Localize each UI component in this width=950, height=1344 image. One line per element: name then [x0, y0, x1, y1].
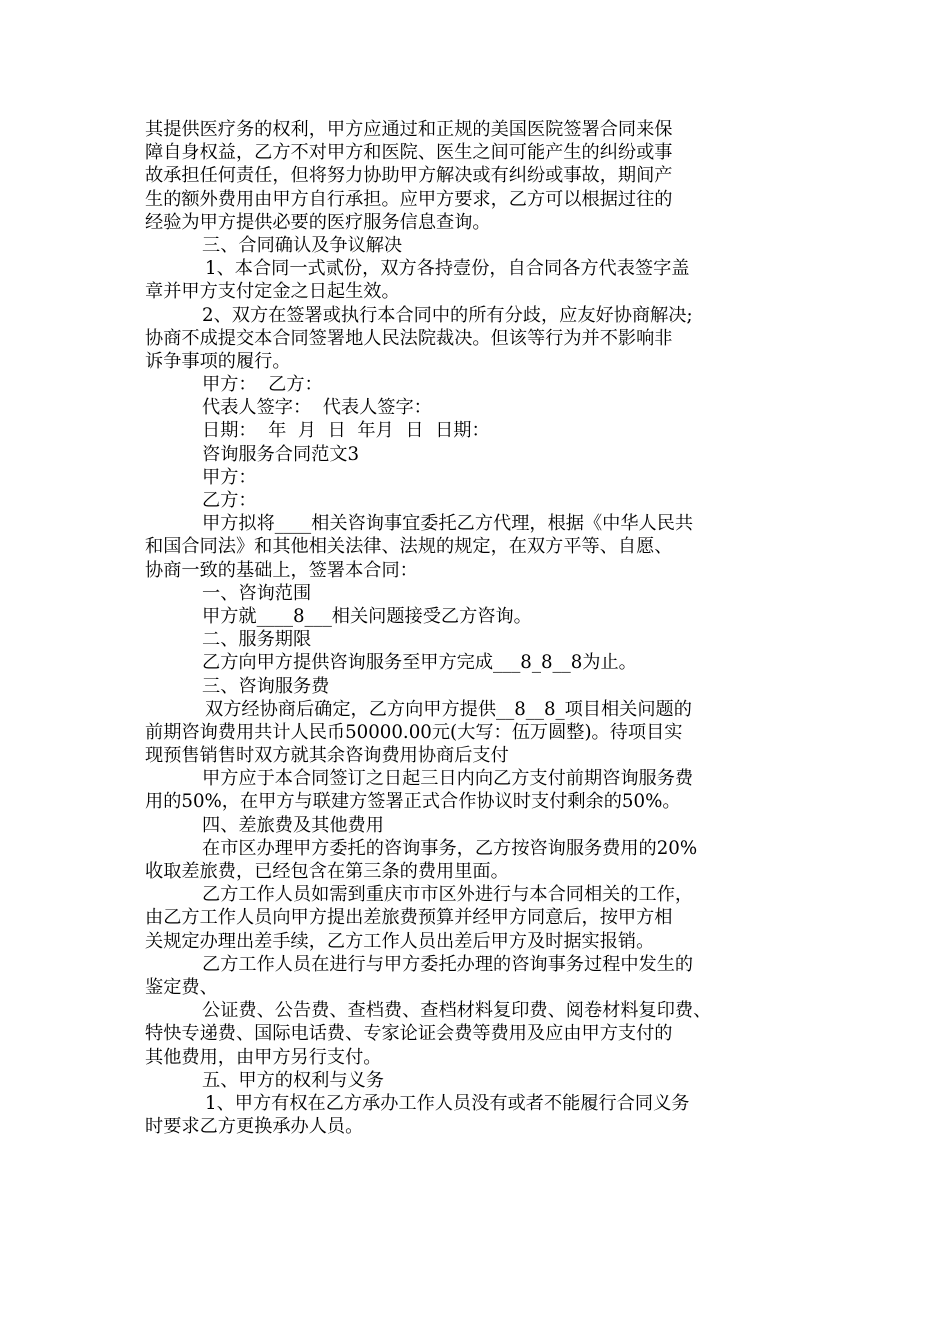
- text-line: 和国合同法》和其他相关法律、法规的规定，在双方平等、自愿、: [145, 536, 673, 558]
- text-line: 鉴定费、: [145, 976, 218, 998]
- text-line: 1、本合同一式贰份，双方各持壹份，自合同各方代表签字盖: [205, 258, 690, 280]
- text-line: 特快专递费、国际电话费、专家论证会费等费用及应由甲方支付的: [145, 1023, 673, 1045]
- text-line: 公证费、公告费、查档费、查档材料复印费、阅卷材料复印费、: [202, 1000, 712, 1022]
- text-line: 经验为甲方提供必要的医疗服务信息查询。: [145, 211, 491, 233]
- text-line: 关规定办理出差手续，乙方工作人员出差后甲方及时据实报销。: [145, 930, 655, 952]
- text-line: 在市区办理甲方委托的咨询事务，乙方按咨询服务费用的20%: [202, 837, 698, 859]
- text-line: 双方经协商后确定，乙方向甲方提供__8__8_项目相关问题的: [205, 698, 692, 720]
- text-line: 生的额外费用由甲方自行承担。应甲方要求，乙方可以根据过往的: [145, 188, 673, 210]
- text-line: 乙方工作人员在进行与甲方委托办理的咨询事务过程中发生的: [202, 953, 694, 975]
- text-line: 日期： 年 月 日 年月 日 日期：: [202, 420, 490, 442]
- text-line: 障自身权益，乙方不对甲方和医院、医生之间可能产生的纠纷或事: [145, 142, 673, 164]
- text-line: 代表人签字： 代表人签字：: [202, 397, 432, 419]
- text-line: 三、咨询服务费: [202, 675, 330, 697]
- text-line: 甲方拟将____相关咨询事宜委托乙方代理，根据《中华人民共: [202, 513, 694, 535]
- text-line: 时要求乙方更换承办人员。: [145, 1116, 364, 1138]
- text-line: 1、甲方有权在乙方承办工作人员没有或者不能履行合同义务: [205, 1092, 690, 1114]
- text-line: 咨询服务合同范文3: [202, 443, 360, 465]
- text-line: 现预售销售时双方就其余咨询费用协商后支付: [145, 745, 509, 767]
- text-line: 五、甲方的权利与义务: [202, 1069, 384, 1091]
- text-line: 乙方向甲方提供咨询服务至甲方完成___8_8__8为止。: [202, 652, 637, 674]
- text-line: 协商一致的基础上，签署本合同：: [145, 559, 418, 581]
- text-line: 2、双方在签署或执行本合同中的所有分歧，应友好协商解决;: [202, 304, 693, 326]
- text-line: 四、差旅费及其他费用: [202, 814, 384, 836]
- text-line: 甲方就____8___相关问题接受乙方咨询。: [202, 605, 532, 627]
- text-line: 由乙方工作人员向甲方提出差旅费预算并经甲方同意后，按甲方相: [145, 907, 673, 929]
- text-line: 章并甲方支付定金之日起生效。: [145, 281, 400, 303]
- text-line: 故承担任何责任，但将努力协助甲方解决或有纠纷或事故，期间产: [145, 165, 673, 187]
- text-line: 用的50%，在甲方与联建方签署正式合作协议时支付剩余的50%。: [145, 791, 681, 813]
- text-line: 协商不成提交本合同签署地人民法院裁决。但该等行为并不影响非: [145, 327, 673, 349]
- text-line: 甲方应于本合同签订之日起三日内向乙方支付前期咨询服务费: [202, 768, 694, 790]
- text-line: 收取差旅费，已经包含在第三条的费用里面。: [145, 861, 509, 882]
- text-line: 乙方：: [202, 490, 257, 511]
- text-line: 三、合同确认及争议解决: [202, 234, 403, 256]
- text-line: 其提供医疗务的权利，甲方应通过和正规的美国医院签署合同来保: [145, 119, 673, 140]
- text-line: 诉争事项的履行。: [145, 350, 291, 372]
- text-line: 前期咨询费用共计人民币50000.00元(大写：伍万圆整)。待项目实: [145, 721, 683, 743]
- text-line: 其他费用，由甲方另行支付。: [145, 1046, 382, 1068]
- contract-text: [145, 118, 810, 1138]
- text-line: 甲方：: [202, 466, 257, 488]
- text-line: 乙方工作人员如需到重庆市市区外进行与本合同相关的工作，: [202, 884, 694, 906]
- text-line: 二、服务期限: [202, 629, 312, 651]
- text-line: 一、咨询范围: [202, 582, 312, 604]
- text-line: 甲方： 乙方：: [202, 374, 323, 396]
